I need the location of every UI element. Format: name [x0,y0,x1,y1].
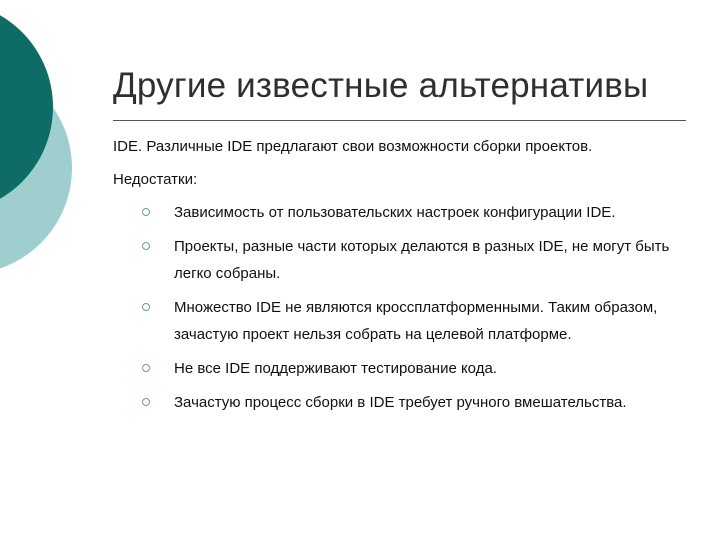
list-item [140,355,700,382]
list-item [140,199,700,226]
intro-text: . Различные IDE предлагают свои возможности сборки проектов. [138,138,593,155]
list-item-text: Зачастую процесс сборки в IDE требует ручного вмешательства. [174,394,627,411]
list-item-text: Не все IDE поддерживают тестирование кода. [174,360,497,377]
list-item [140,294,700,348]
list-item-text: Множество IDE не являются кроссплатформенными. Таким образом, зачастую проект нельзя собрать на целевой платформе. [174,299,658,343]
bullet-circle-icon [142,208,150,216]
intro-paragraph [113,138,592,155]
list-item [140,233,700,287]
bullet-circle-icon [142,242,150,250]
bullet-circle-icon [142,303,150,311]
drawbacks-list [140,199,700,423]
slide-title: Другие известные альтернативы [113,66,649,105]
drawbacks-heading: Недостатки: [113,171,198,188]
bullet-circle-icon [142,398,150,406]
list-item-text: Зависимость от пользовательских настроек конфигурации IDE. [174,204,616,221]
intro-term: IDE [113,138,139,155]
bullet-circle-icon [142,364,150,372]
list-item-text: Проекты, разные части которых делаются в разных IDE, не могут быть легко собраны. [174,238,670,282]
title-divider [113,120,686,121]
list-item [140,389,700,416]
